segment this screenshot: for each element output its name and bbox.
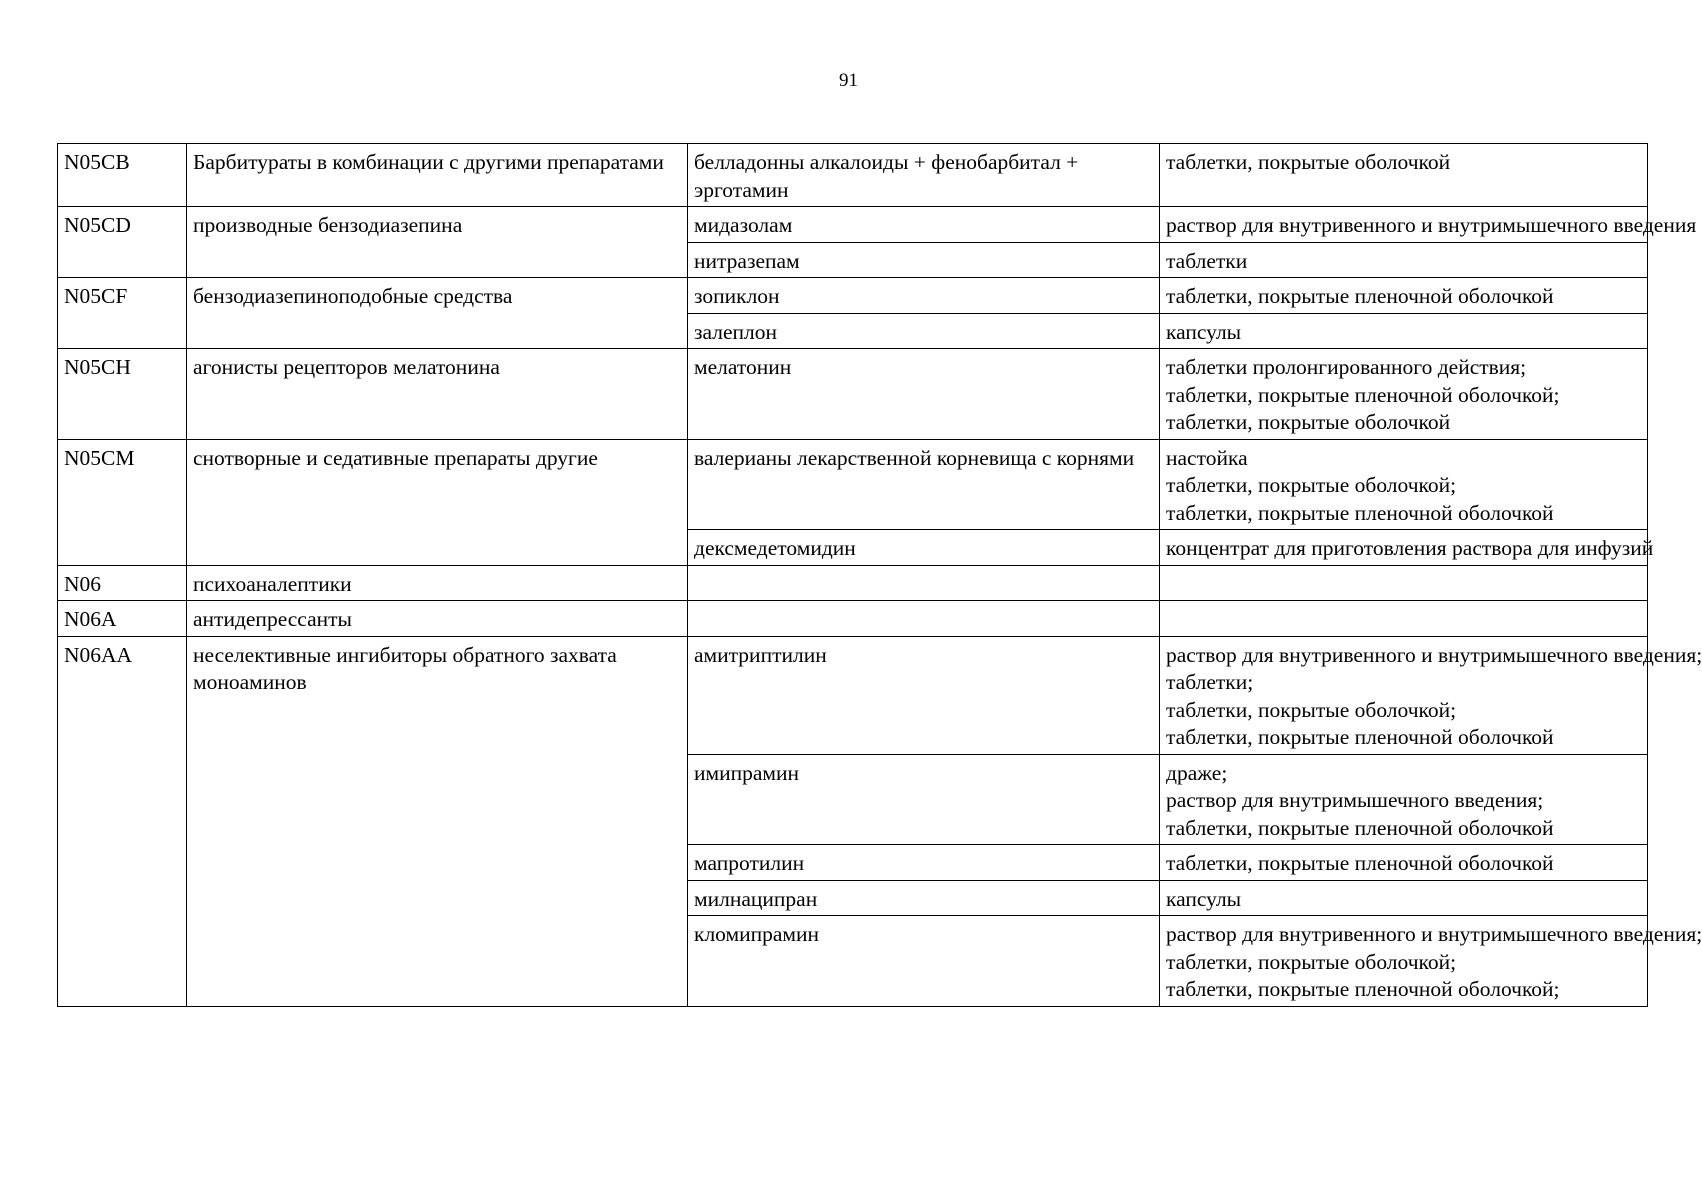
table-row — [58, 601, 1648, 637]
drug-name-cell: белладонны алкалоиды + фенобарбитал + эрготамин — [688, 144, 1160, 207]
atc-code-cell: N06AA — [58, 636, 187, 1006]
atc-code-cell: N05CD — [58, 207, 187, 278]
dosage-form-line: таблетки, покрытые пленочной оболочкой; — [1166, 977, 1560, 1001]
table-row — [58, 278, 1648, 314]
dosage-form-line: концентрат для приготовления раствора для инфузий — [1166, 536, 1654, 560]
atc-code-cell: N05CM — [58, 439, 187, 565]
dosage-forms-cell — [1160, 278, 1648, 314]
dosage-form-line: таблетки, покрытые оболочкой; — [1166, 473, 1457, 497]
dosage-forms-cell — [1160, 916, 1702, 1007]
table-row — [58, 349, 1648, 440]
anatomical-therapeutic-group-cell: антидепрессанты — [187, 601, 688, 637]
dosage-form-line: таблетки, покрытые оболочкой; — [1166, 697, 1457, 722]
drug-name-cell: амитриптилин — [688, 636, 1160, 754]
table-row — [58, 439, 1648, 530]
drug-name-cell: кломипрамин — [688, 916, 1160, 1007]
anatomical-therapeutic-group-cell: производные бензодиазепина — [187, 207, 688, 278]
atc-code-cell: N05CF — [58, 278, 187, 349]
anatomical-therapeutic-group-cell: неселективные ингибиторы обратного захвата моноаминов — [187, 636, 688, 1006]
drug-name-cell: мидазолам — [688, 207, 1160, 243]
page-number: 91 — [839, 70, 858, 91]
drug-name-cell: нитразепам — [688, 242, 1160, 278]
drug-name-cell: мапротилин — [688, 845, 1160, 881]
dosage-form-line: капсулы — [1166, 319, 1242, 344]
table-row — [58, 207, 1648, 243]
table-row — [58, 636, 1648, 754]
dosage-forms-cell — [1160, 530, 1654, 566]
dosage-forms-cell — [1160, 565, 1648, 601]
dosage-form-line: драже; — [1166, 760, 1228, 785]
dosage-forms-cell — [1160, 207, 1697, 243]
drug-list-table — [57, 143, 1702, 1007]
atc-code-cell: N05CB — [58, 144, 187, 207]
anatomical-therapeutic-group-cell: психоаналептики — [187, 565, 688, 601]
dosage-form-line: таблетки, покрытые пленочной оболочкой; — [1166, 382, 1560, 407]
dosage-form-line: раствор для внутривенного и внутримышечного введения — [1166, 213, 1697, 237]
dosage-form-line: таблетки, покрытые пленочной оболочкой — [1166, 725, 1554, 749]
dosage-form-line: таблетки, покрытые оболочкой — [1166, 410, 1451, 434]
anatomical-therapeutic-group-cell: снотворные и седативные препараты другие — [187, 439, 688, 565]
dosage-form-line: раствор для внутримышечного введения; — [1166, 788, 1544, 812]
dosage-forms-cell — [1160, 349, 1648, 440]
drug-name-cell: милнаципран — [688, 880, 1160, 916]
drug-name-cell — [688, 565, 1160, 601]
dosage-form-line: таблетки, покрытые пленочной оболочкой — [1166, 284, 1554, 308]
dosage-form-line: таблетки, покрытые пленочной оболочкой — [1166, 851, 1554, 875]
table-row — [58, 144, 1648, 207]
dosage-form-line: таблетки; — [1166, 670, 1254, 694]
atc-code-cell: N06A — [58, 601, 187, 637]
drug-name-cell — [688, 601, 1160, 637]
anatomical-therapeutic-group-cell: агонисты рецепторов мелатонина — [187, 349, 688, 440]
dosage-forms-cell — [1160, 845, 1648, 881]
dosage-forms-cell — [1160, 439, 1648, 530]
dosage-forms-cell — [1160, 313, 1648, 349]
drug-name-cell: залеплон — [688, 313, 1160, 349]
dosage-form-line: раствор для внутривенного и внутримышечного введения; — [1166, 642, 1702, 667]
dosage-forms-cell — [1160, 144, 1648, 207]
dosage-forms-cell — [1160, 636, 1702, 754]
anatomical-therapeutic-group-cell: Барбитураты в комбинации с другими препаратами — [187, 144, 688, 207]
dosage-form-line: таблетки, покрытые пленочной оболочкой — [1166, 815, 1554, 840]
drug-name-cell: мелатонин — [688, 349, 1160, 440]
table-body — [58, 144, 1702, 1007]
dosage-forms-cell — [1160, 601, 1648, 637]
drug-name-cell: имипрамин — [688, 754, 1160, 845]
atc-code-cell: N05CH — [58, 349, 187, 440]
drug-name-cell: зопиклон — [688, 278, 1160, 314]
dosage-form-line: таблетки, покрытые оболочкой; — [1166, 949, 1457, 974]
dosage-forms-cell — [1160, 754, 1648, 845]
dosage-form-line: настойка — [1166, 445, 1248, 470]
dosage-form-line: таблетки — [1166, 248, 1248, 273]
drug-name-cell: дексмедетомидин — [688, 530, 1160, 566]
drug-name-cell: валерианы лекарственной корневища с корнями — [688, 439, 1160, 530]
dosage-forms-cell — [1160, 242, 1648, 278]
atc-code-cell: N06 — [58, 565, 187, 601]
table-row — [58, 565, 1648, 601]
dosage-form-line: таблетки пролонгированного действия; — [1166, 355, 1527, 379]
dosage-form-line: капсулы — [1166, 886, 1242, 911]
anatomical-therapeutic-group-cell: бензодиазепиноподобные средства — [187, 278, 688, 349]
dosage-form-line: таблетки, покрытые пленочной оболочкой — [1166, 500, 1554, 525]
dosage-forms-cell — [1160, 880, 1648, 916]
dosage-form-line: таблетки, покрытые оболочкой — [1166, 150, 1451, 174]
dosage-form-line: раствор для внутривенного и внутримышечного введения; — [1166, 922, 1702, 946]
